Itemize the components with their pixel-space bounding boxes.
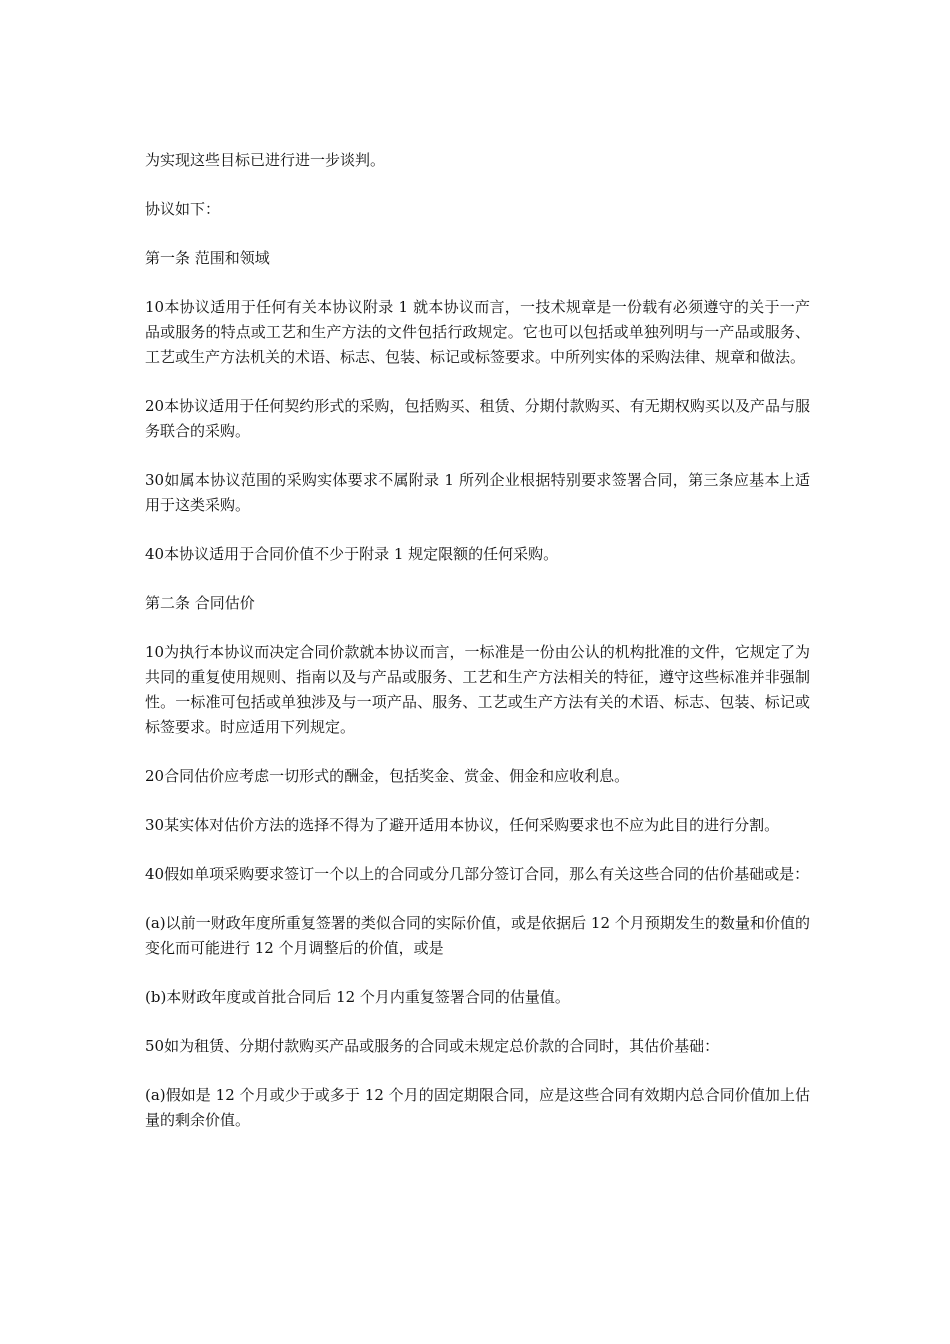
paragraph-intro: 为实现这些目标已进行进一步谈判。 — [145, 151, 386, 169]
article-2-clause-4-item-a: (a)以前一财政年度所重复签署的类似合同的实际价值，或是依据后 12 个月预期发生的数量和价值的变化而可能进行 12 个月调整后的价值，或是 — [145, 914, 810, 957]
article-1-clause-2: 20本协议适用于任何契约形式的采购，包括购买、租赁、分期付款购买、有无期权购买以及产品与服务联合的采购。 — [145, 397, 810, 440]
article-1-clause-1: 10本协议适用于任何有关本协议附录 1 就本协议而言，一技术规章是一份载有必须遵守的关于一产品或服务的特点或工艺和生产方法的文件包括行政规定。它也可以包括或单独列明与一产品或服务、工艺或生产方法机关的术语、标志、包装、标记或标签要求。中所列实体的采购法律、规章和做法。 — [145, 298, 810, 366]
article-1-clause-3: 30如属本协议范围的采购实体要求不属附录 1 所列企业根据特别要求签署合同，第三条应基本上适用于这类采购。 — [145, 471, 810, 514]
article-2-heading: 第二条 合同估价 — [145, 594, 255, 612]
article-2-clause-5-item-a: (a)假如是 12 个月或少于或多于 12 个月的固定期限合同，应是这些合同有效期内总合同价值加上估量的剩余价值。 — [145, 1086, 810, 1129]
article-1-heading: 第一条 范围和领域 — [145, 249, 270, 267]
article-2-clause-4-item-b: (b)本财政年度或首批合同后 12 个月内重复签署合同的估量值。 — [145, 988, 570, 1006]
article-2-clause-2: 20合同估价应考虑一切形式的酬金，包括奖金、赏金、佣金和应收利息。 — [145, 767, 630, 785]
paragraph-agreement-lead: 协议如下： — [145, 200, 221, 218]
article-2-clause-3: 30某实体对估价方法的选择不得为了避开适用本协议，任何采购要求也不应为此目的进行分割。 — [145, 816, 780, 834]
document-body — [145, 148, 810, 1157]
article-2-clause-1: 10为执行本协议而决定合同价款就本协议而言，一标准是一份由公认的机构批准的文件，它规定了为共同的重复使用规则、指南以及与产品或服务、工艺和生产方法相关的特征，遵守这些标准并非强制性。一标准可包括或单独涉及与一项产品、服务、工艺或生产方法有关的术语、标志、包装、标记或标签要求。时应适用下列规定。 — [145, 643, 810, 736]
article-1-clause-4: 40本协议适用于合同价值不少于附录 1 规定限额的任何采购。 — [145, 545, 559, 563]
article-2-clause-4: 40假如单项采购要求签订一个以上的合同或分几部分签订合同，那么有关这些合同的估价基础或是： — [145, 865, 810, 883]
article-2-clause-5: 50如为租赁、分期付款购买产品或服务的合同或未规定总价款的合同时，其估价基础： — [145, 1037, 720, 1055]
